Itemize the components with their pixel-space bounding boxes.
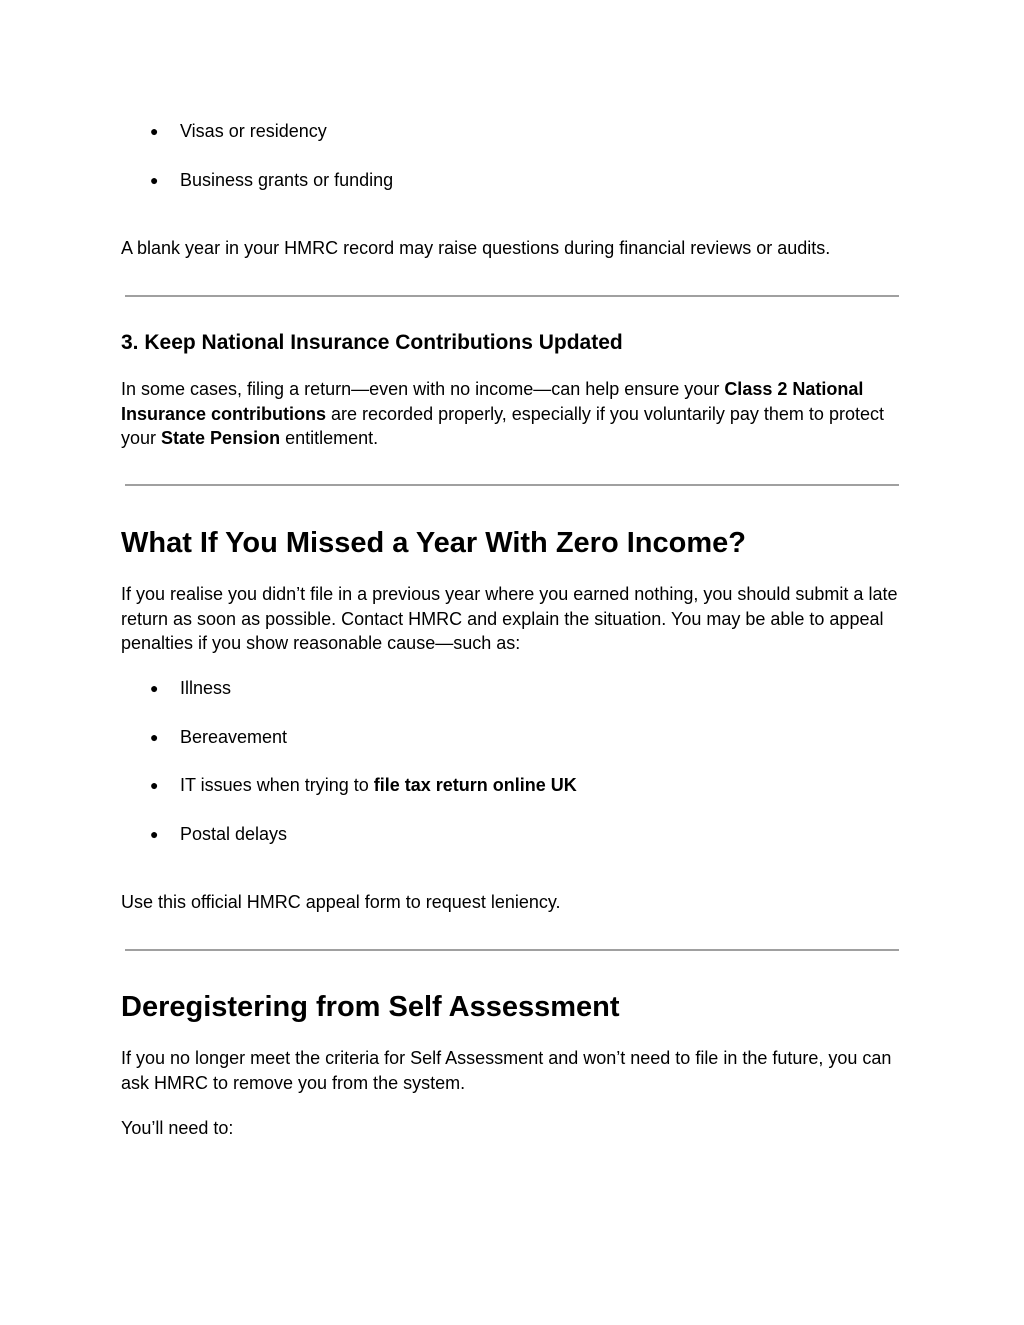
list-item-text: Bereavement	[180, 727, 288, 747]
list-item-text: Business grants or funding	[180, 170, 394, 190]
horizontal-divider	[125, 949, 899, 951]
horizontal-divider	[125, 295, 899, 297]
bullet-icon: ●	[150, 172, 159, 188]
bullet-icon: ●	[150, 680, 159, 696]
list-item	[150, 168, 393, 192]
section-heading-national-insurance: 3. Keep National Insurance Contributions Updated	[121, 331, 623, 354]
bullet-icon: ●	[150, 123, 159, 139]
bullet-icon: ●	[150, 777, 159, 793]
list-item	[150, 119, 327, 143]
horizontal-divider	[125, 484, 899, 486]
bold-text-file-tax-return: file tax return online UK	[373, 775, 577, 795]
list-item	[150, 725, 287, 749]
paragraph-missed-year: If you realise you didn’t file in a previous year where you earned nothing, you should submit a late return as soon as possible. Contact HMRC and explain the situation. You may be able to appeal penalties if you show reasonable cause—such as:	[121, 584, 898, 653]
bold-text-state-pension: State Pension	[161, 428, 281, 448]
heading-deregistering: Deregistering from Self Assessment	[121, 991, 620, 1023]
list-item-text: Visas or residency	[180, 121, 327, 141]
list-item	[150, 676, 231, 700]
list-item-text: IT issues when trying to	[180, 775, 374, 795]
heading-missed-year: What If You Missed a Year With Zero Income?	[121, 527, 746, 559]
list-item	[150, 773, 577, 797]
text-run: are recorded properly, especially if you voluntarily pay them to protect your	[121, 403, 884, 448]
paragraph-blank-year: A blank year in your HMRC record may raise questions during financial reviews or audits.	[121, 238, 831, 258]
paragraph-national-insurance	[121, 377, 911, 451]
bold-text-class2: Class 2 National Insurance contributions	[121, 379, 864, 424]
text-run: entitlement.	[280, 428, 379, 448]
paragraph-deregistering: If you no longer meet the criteria for Self Assessment and won’t need to file in the future, you can ask HMRC to remove you from the system.	[121, 1048, 892, 1093]
paragraph-need-to: You’ll need to:	[121, 1118, 234, 1138]
bullet-icon: ●	[150, 826, 159, 842]
paragraph-appeal-form: Use this official HMRC appeal form to request leniency.	[121, 892, 561, 912]
list-item	[150, 822, 287, 846]
list-item-text: Postal delays	[180, 824, 288, 844]
bullet-icon: ●	[150, 729, 159, 745]
list-item-text: Illness	[180, 678, 232, 698]
text-run: In some cases, filing a return—even with no income—can help ensure your	[121, 379, 725, 399]
